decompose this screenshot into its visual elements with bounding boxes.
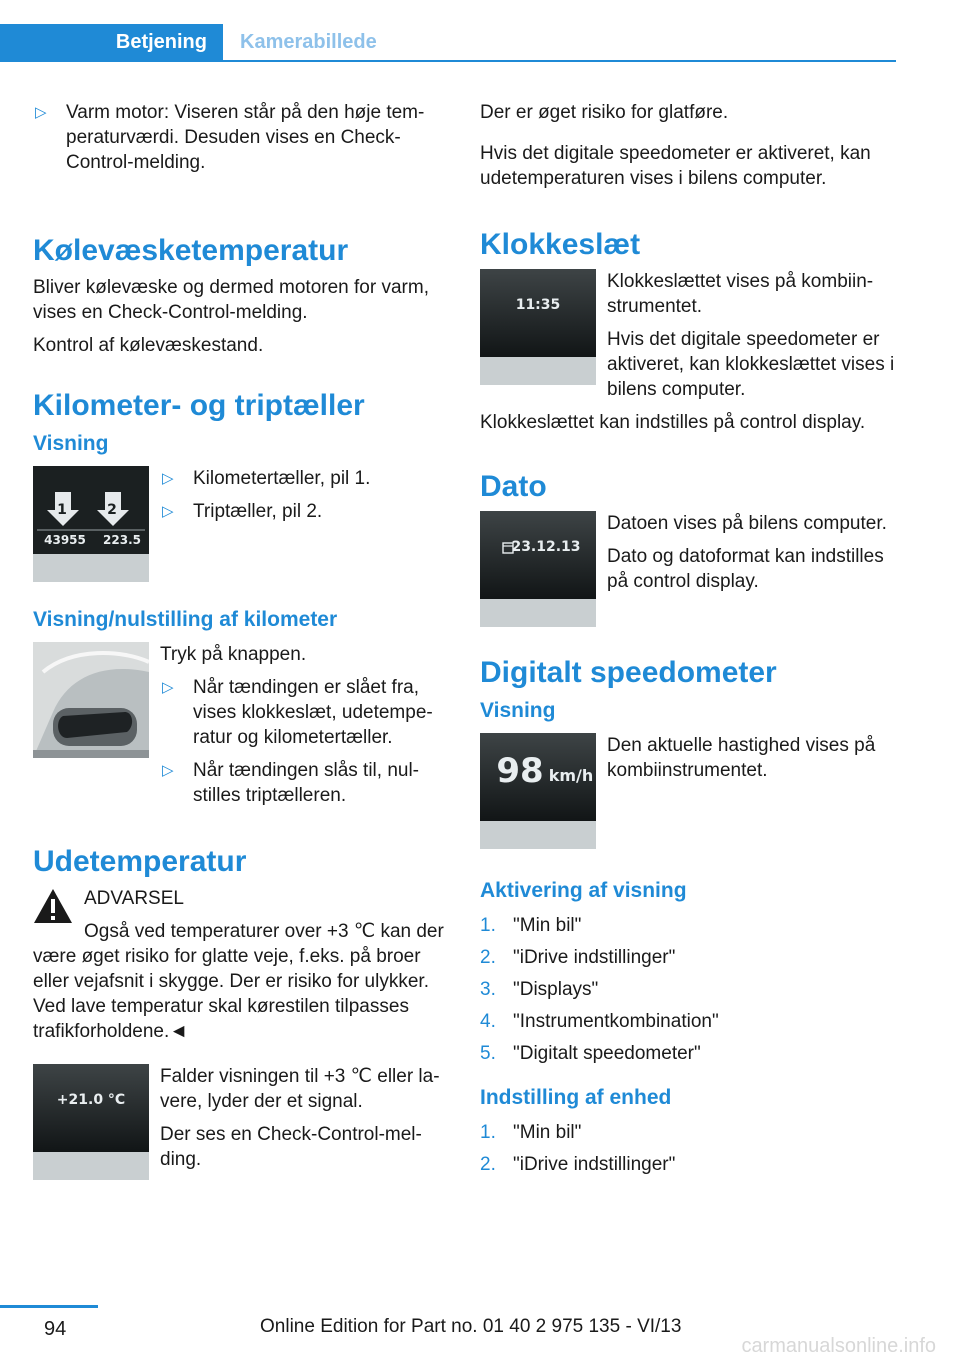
warning-text: Også ved temperaturer over +3 ℃ kan der være øget risiko for glatte veje, f.eks. på broer eller vejafsnit i skygge. Der er risiko for ulykker. Ved lave temperatur skal kørestilen tilpasses trafikforholdene.◄ [33, 921, 444, 1042]
reset-section [33, 642, 453, 808]
paragraph: Kontrol af kølevæskestand. [33, 335, 264, 356]
subheading-reset: Visning/nulstilling af kilometer [33, 608, 338, 631]
paragraph: Der er øget risiko for glatføre. [480, 102, 729, 123]
arrow-1-label: 1 [57, 502, 67, 518]
km-display-image [33, 466, 149, 582]
reset-button-image [33, 642, 149, 758]
paragraph: Klokkeslættet kan indstilles på control display. [480, 412, 866, 433]
temp-section [33, 1064, 453, 1180]
heading-outside-temp: Udetemperatur [33, 845, 247, 878]
paragraph: Den aktuelle hastighed vises på kombiinstrumentet. [607, 735, 876, 781]
speed-display-image [480, 733, 596, 849]
km-section [33, 466, 453, 582]
paragraph: Dato og datoformat kan indstilles på control display. [607, 546, 884, 592]
list-item: 4. "Instrumentkombination" [480, 1011, 719, 1032]
list-item: ▷ Når tændingen slås til, nulstilles triptælleren. [162, 760, 419, 806]
list-item: 2. "iDrive indstillinger" [480, 947, 676, 968]
left-column [33, 100, 453, 1188]
paragraph: Bliver kølevæske og dermed motoren for varm, vises en Check-Control-melding. [33, 277, 429, 323]
bullet-arrow-icon: ▷ [162, 470, 174, 487]
subheading-visning: Visning [33, 432, 109, 455]
paragraph: Klokkeslættet vises på kombiinstrumentet. [607, 271, 874, 317]
paragraph: Hvis det digitale speedometer er aktiveret, kan udetemperaturen vises i bilens computer. [480, 143, 871, 189]
clock-section [480, 269, 900, 402]
heading-coolant: Kølevæsketemperatur [33, 234, 349, 267]
header-tabbar [0, 24, 896, 62]
list-item: ▷ Varm motor: Viseren står på den høje temperaturværdi. Desuden vises en Check-Control-melding. [35, 102, 425, 173]
list-item: 5. "Digitalt speedometer" [480, 1043, 701, 1064]
warning-block [33, 886, 453, 1044]
paragraph: Falder visningen til +3 ℃ eller lavere, lyder der et signal. [160, 1066, 440, 1112]
heading-digital-speedometer: Digitalt speedometer [480, 656, 777, 689]
edition-note: Online Edition for Part no. 01 40 2 975 135 - VI/13 [260, 1316, 682, 1337]
clock-display-value: 11:35 [515, 297, 561, 313]
warning-icon [33, 888, 73, 924]
temp-display-value: +21.0 °C [56, 1092, 126, 1108]
list-item: 2. "iDrive indstillinger" [480, 1154, 676, 1175]
paragraph: Hvis det digitale speedometer er aktiveret, kan klokkeslættet vises i bilens computer. [607, 329, 895, 400]
reset-button-icon [33, 642, 149, 758]
bullet-arrow-icon: ▷ [162, 762, 174, 779]
list-item: ▷ Kilometertæller, pil 1. [162, 468, 371, 489]
tab-betjening[interactable]: Betjening [0, 24, 223, 60]
trip-value: 223.5 [103, 533, 141, 547]
speed-section [480, 733, 900, 849]
speed-display-value: 98 [496, 751, 544, 791]
paragraph: Der ses en Check-Control-melding. [160, 1124, 422, 1170]
paragraph: Datoen vises på bilens computer. [607, 513, 887, 534]
heading-clock: Klokkeslæt [480, 228, 641, 261]
list-item: 1. "Min bil" [480, 915, 582, 936]
list-item: 1. "Min bil" [480, 1122, 582, 1143]
speed-display-unit: km/h [548, 766, 594, 785]
bullet-arrow-icon: ▷ [162, 679, 174, 696]
tab-kamerabillede[interactable]: Kamerabillede [240, 31, 377, 53]
date-display-image [480, 511, 596, 627]
heading-date: Dato [480, 470, 547, 503]
page-number: 94 [44, 1318, 67, 1340]
list-item: 3. "Displays" [480, 979, 599, 1000]
heading-km: Kilometer- og triptæller [33, 389, 365, 422]
bullet-arrow-icon: ▷ [162, 503, 174, 520]
subheading-activate: Aktivering af visning [480, 879, 687, 902]
arrow-2-label: 2 [107, 502, 117, 518]
clock-display-image [480, 269, 596, 385]
odometer-value: 43955 [44, 533, 86, 547]
footer-rule [0, 1305, 98, 1308]
date-section [480, 511, 900, 627]
right-column [480, 100, 900, 1184]
list-item: ▷ Når tændingen er slået fra, vises klokkeslæt, udetemperatur og kilometertæller. [162, 677, 433, 748]
list-item: ▷ Triptæller, pil 2. [162, 501, 323, 522]
watermark: carmanualsonline.info [741, 1335, 936, 1357]
bullet-arrow-icon: ▷ [35, 104, 47, 121]
subheading-unit: Indstilling af enhed [480, 1086, 672, 1109]
subheading-visning: Visning [480, 699, 556, 722]
paragraph: Tryk på knappen. [160, 644, 307, 665]
temp-display-image [33, 1064, 149, 1180]
date-display-value: 23.12.13 [511, 539, 581, 555]
odometer-illustration [33, 466, 149, 582]
warning-title: ADVARSEL [84, 888, 184, 909]
